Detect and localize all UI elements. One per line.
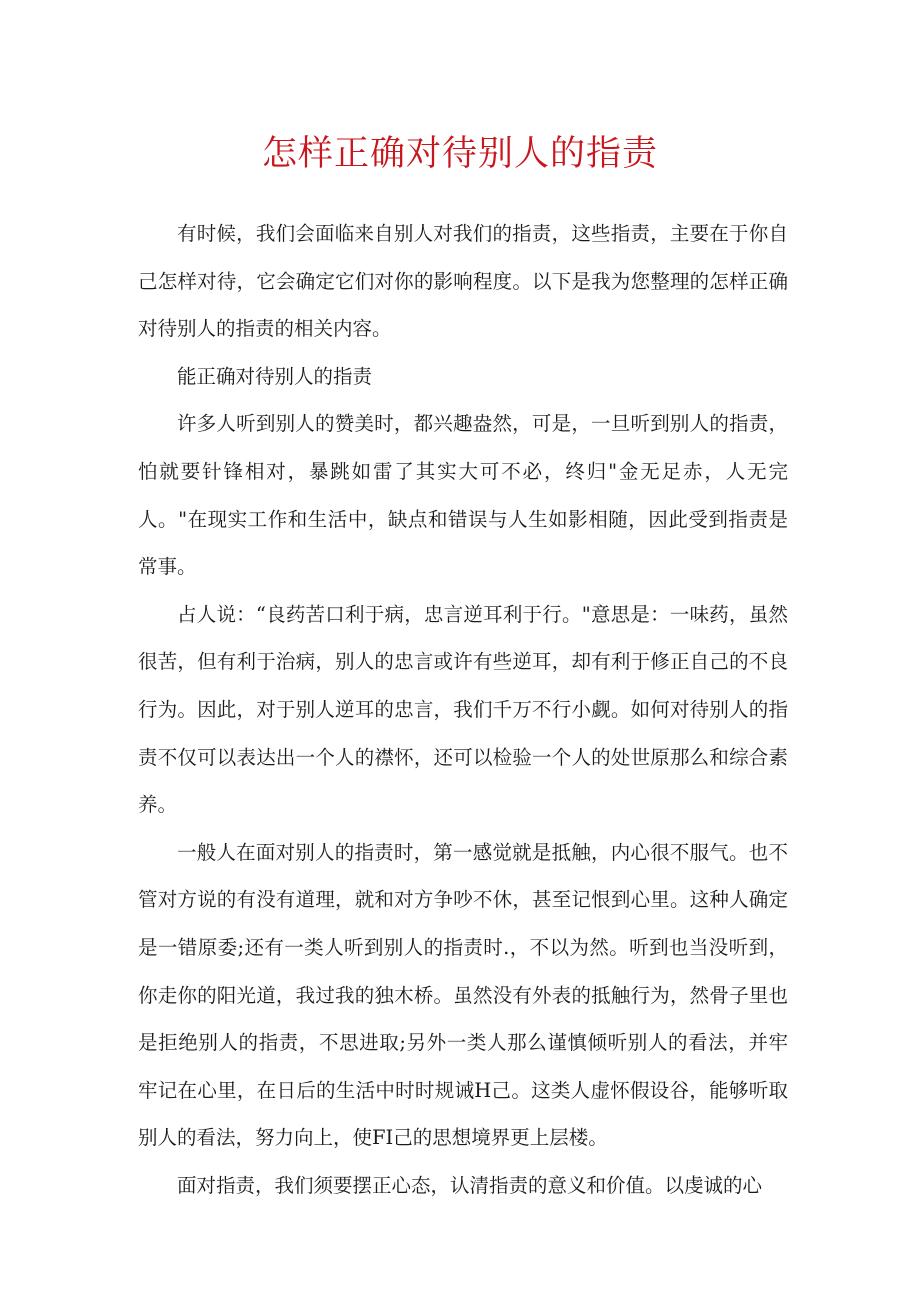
paragraph-attitude: 面对指责，我们须要摆正心态，认清指责的意义和价值。以虔诚的心 — [177, 1173, 763, 1197]
paragraph-praise: 许多人听到别人的赞美时，都兴趣盎然，可是，一旦听到别人的指责，怕就要针锋相对，暴跳如雷了其实大可不必，终归"金无足赤，人无完人。"在现实工作和生活中，缺点和错误与人生如影相随，因此受到指责是常事。 — [138, 412, 788, 579]
document-title: 怎样正确对待别人的指责 — [261, 134, 658, 174]
document-body — [138, 210, 788, 1209]
paragraph-proverb: 占人说：“良药苦口利于病，忠言逆耳利于行。"意思是：一味药，虽然很苦，但有利于治病，别人的忠言或许有些逆耳，却有利于修正自己的不良行为。因此，对于别人逆耳的忠言，我们千万不行小觑。如何对待别人的指责不仅可以表达出一个人的襟怀，还可以检验一个人的处世原那么和综合素养。 — [138, 602, 788, 817]
paragraph-intro: 有时候，我们会面临来自别人对我们的指责，这些指责，主要在于你自己怎样对待，它会确定它们对你的影响程度。以下是我为您整理的怎样正确对待别人的指责的相关内容。 — [138, 222, 788, 341]
paragraph-reactions: 一般人在面对别人的指责时，第一感觉就是抵触，内心很不服气。也不管对方说的有没有道理，就和对方争吵不休，甚至记恨到心里。这种人确定是一错原委;还有一类人听到别人的指责时.，不以为然。听到也当没听到，你走你的阳光道，我过我的独木桥。虽然没有外表的抵触行为，然骨子里也是拒绝别人的指责，不思进取;另外一类人那么谨慎倾听别人的看法，并牢牢记在心里，在日后的生活中时时规诫H己。这类人虚怀假设谷，能够听取别人的看法，努力向上，使FI己的思想境界更上层楼。 — [138, 840, 788, 1150]
section-heading: 能正确对待别人的指责 — [177, 364, 373, 388]
